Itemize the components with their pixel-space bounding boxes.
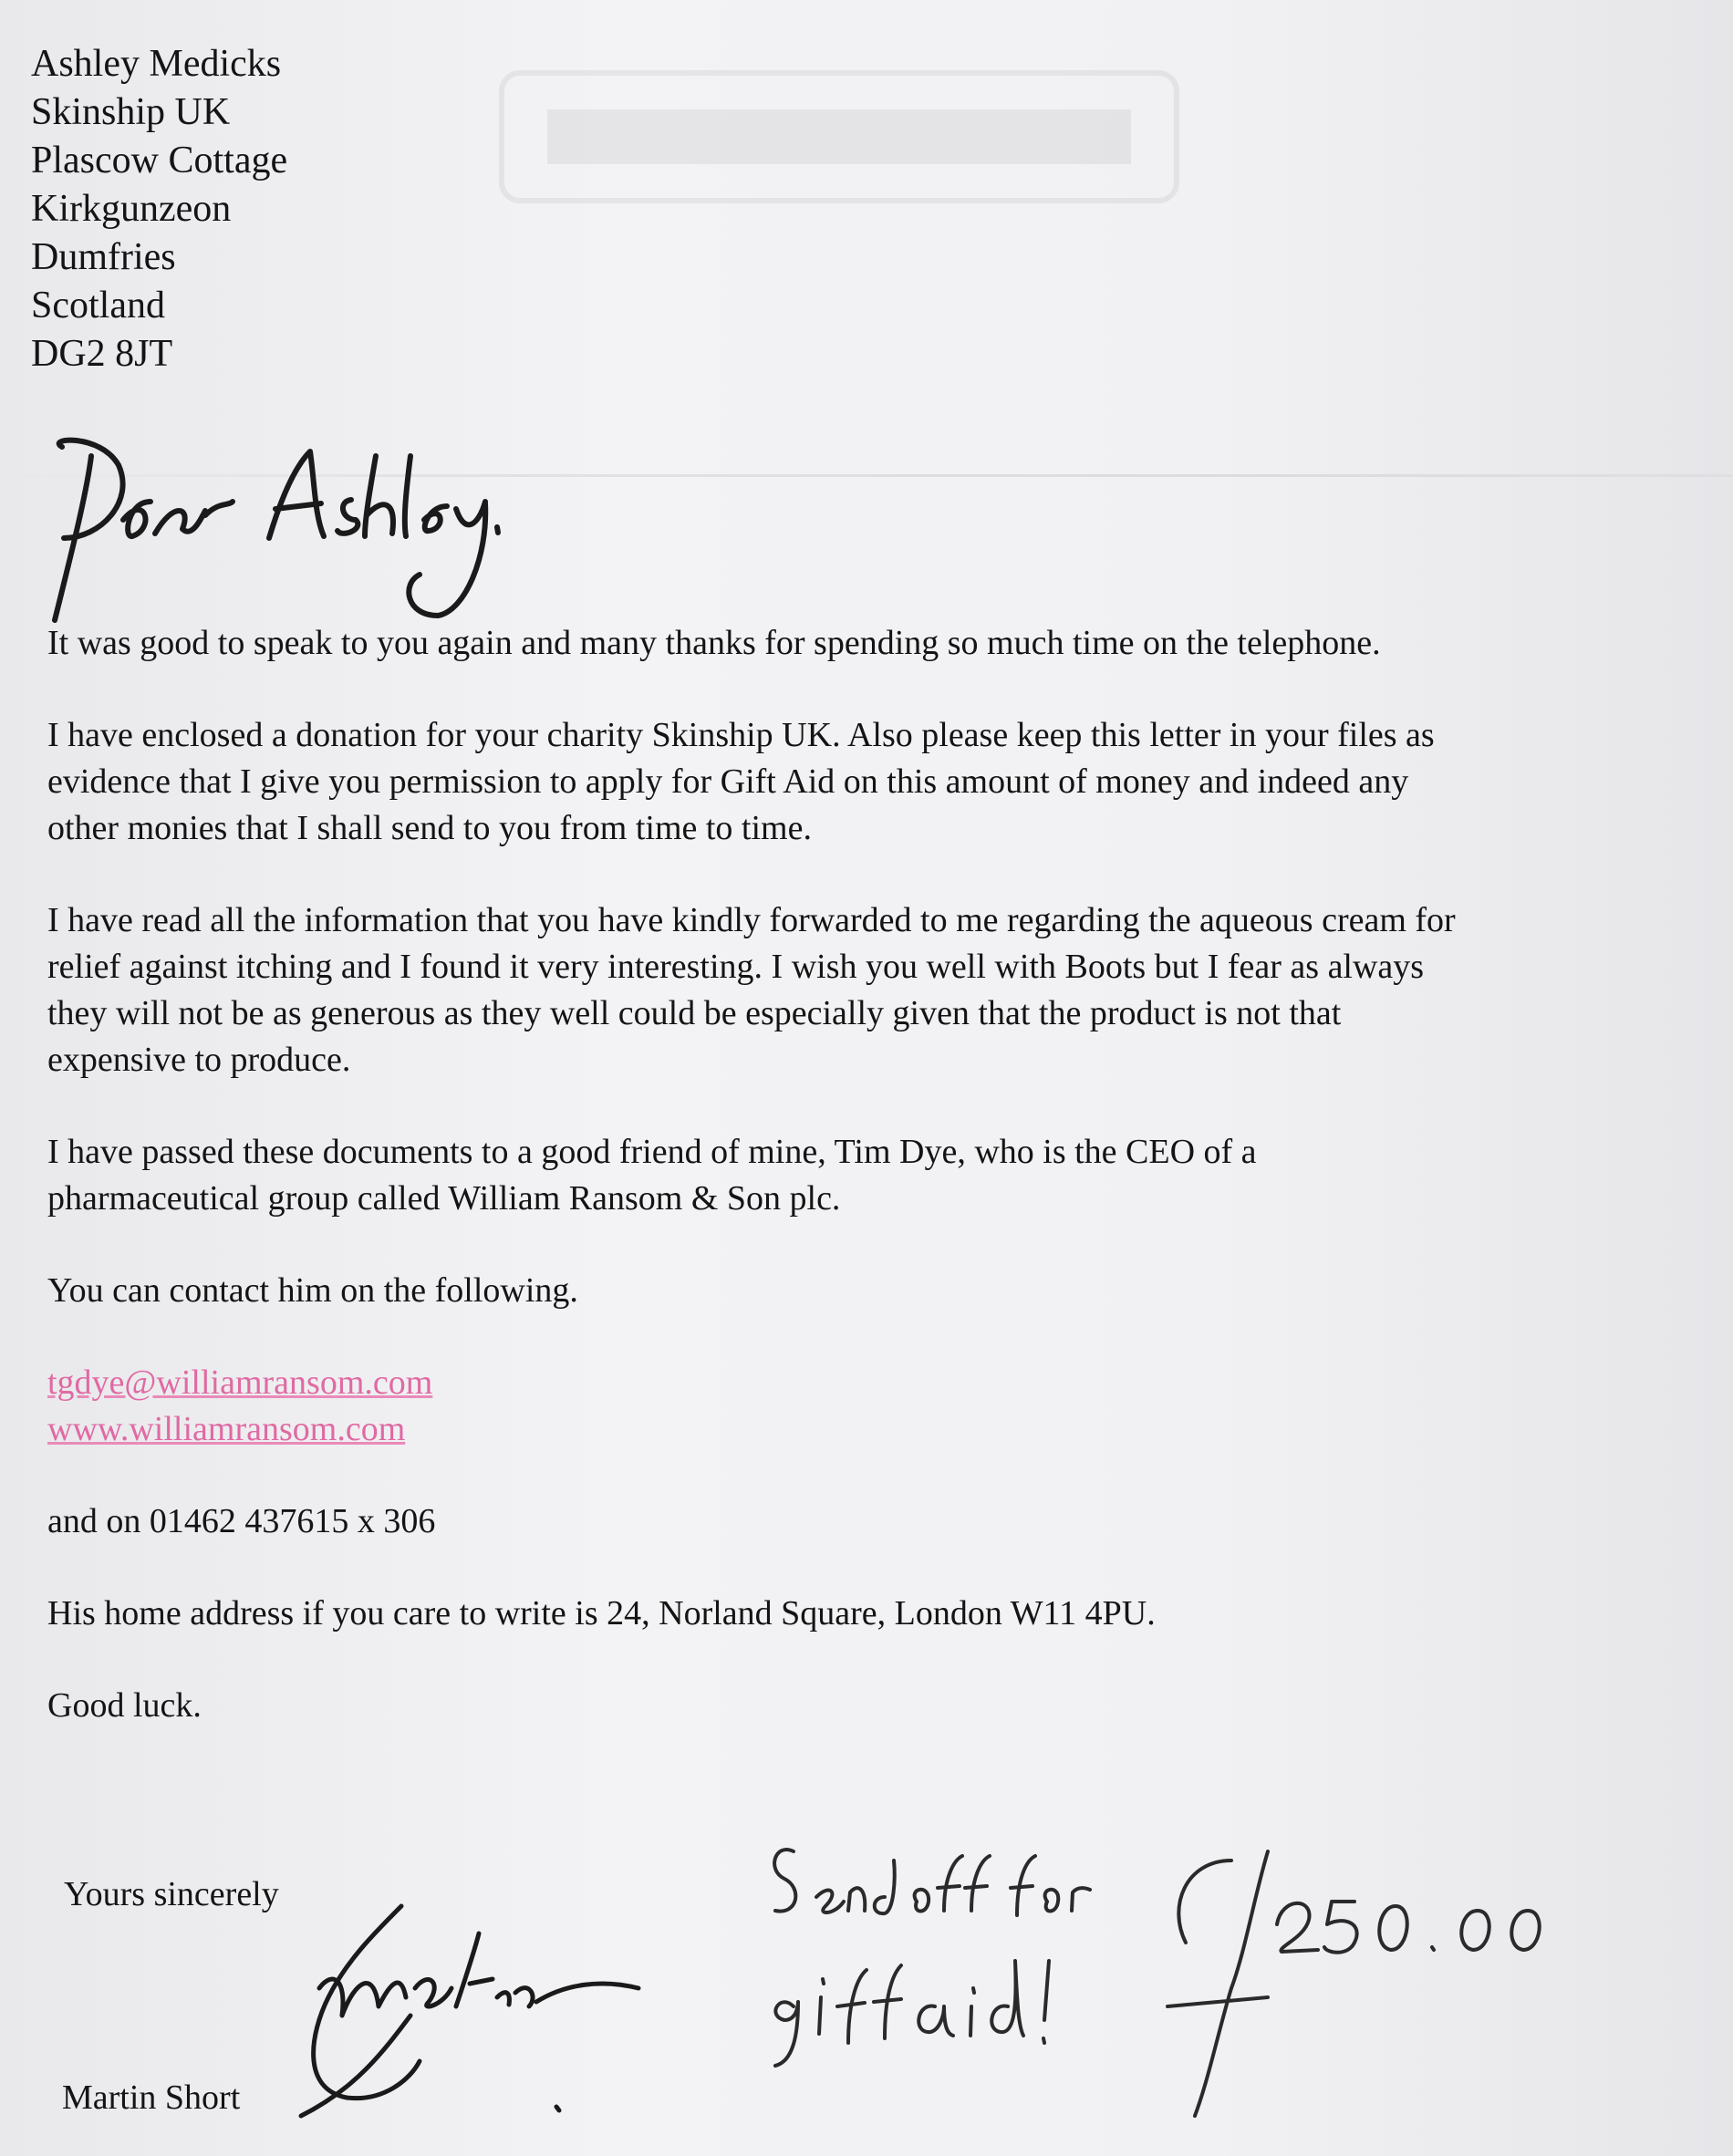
address-line-name: Ashley Medicks — [31, 43, 282, 85]
handwritten-salutation — [36, 429, 511, 648]
paragraph-intro: It was good to speak to you again and many thanks for spending so much time on the telephone. — [47, 624, 1381, 662]
paragraph-donation: I have enclosed a donation for your charity Skinship UK. Also please keep this letter in your files as evidence that I give you permission to apply for Gift Aid on this amount of money and indeed any other monies that I shall send to you from time to time. — [47, 716, 1435, 847]
handwritten-note — [757, 1824, 1669, 2125]
letterhead-watermark — [493, 36, 1186, 237]
address-line-street: Plascow Cottage — [31, 140, 288, 181]
closing-line: Yours sincerely — [64, 1875, 279, 1913]
email-link[interactable]: tgdye@williamransom.com — [47, 1363, 433, 1402]
letter-body — [47, 620, 1470, 1775]
paragraph-contact: You can contact him on the following. — [47, 1271, 578, 1310]
address-line-organisation: Skinship UK — [31, 91, 231, 133]
address-line-postcode: DG2 8JT — [31, 333, 173, 375]
paragraph-documents: I have passed these documents to a good friend of mine, Tim Dye, who is the CEO of a pharmaceutical group called William Ransom & Son plc. — [47, 1133, 1257, 1218]
website-link[interactable]: www.williamransom.com — [47, 1410, 406, 1448]
good-luck: Good luck. — [47, 1686, 202, 1725]
recipient-address — [31, 40, 287, 378]
signatory-name: Martin Short — [62, 2078, 241, 2117]
handwritten-signature — [292, 1879, 693, 2143]
address-line-country: Scotland — [31, 285, 165, 327]
paragraph-aqueous-cream: I have read all the information that you have kindly forwarded to me regarding the aqueous cream for relief against itching and I found it very interesting. I wish you well with Boots but I fear as always they will not be as generous as they well could be especially given that the product is not that expensive to produce. — [47, 901, 1456, 1079]
phone-line: and on 01462 437615 x 306 — [47, 1502, 436, 1540]
contact-links — [47, 1360, 1470, 1453]
home-address-line: His home address if you care to write is 24, Norland Square, London W11 4PU. — [47, 1594, 1156, 1633]
address-line-village: Kirkgunzeon — [31, 188, 232, 230]
address-line-town: Dumfries — [31, 236, 176, 278]
